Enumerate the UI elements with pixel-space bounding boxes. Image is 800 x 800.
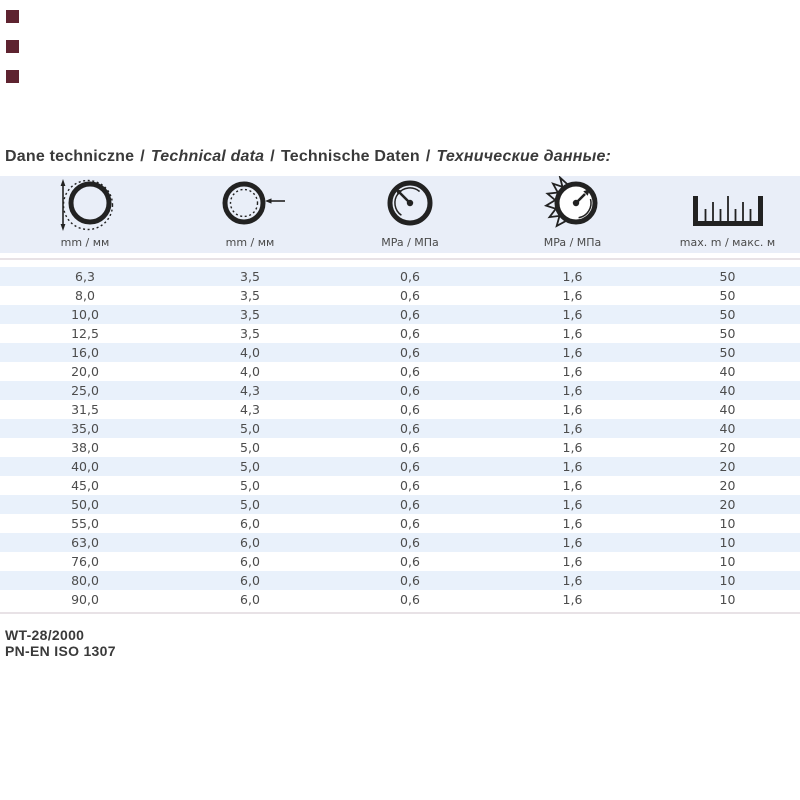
table-cell: 0,6	[400, 364, 420, 379]
table-cell: 20	[719, 440, 736, 455]
table-cell: 0,6	[400, 326, 420, 341]
table-cell: 0,6	[400, 592, 420, 607]
table-cell: 1,6	[562, 383, 583, 398]
table-cell: 50	[719, 307, 736, 322]
working-pressure-gauge-icon	[370, 176, 450, 234]
inner-diameter-icon	[45, 176, 125, 234]
table-cell: 6,0	[240, 592, 260, 607]
divider	[0, 258, 800, 260]
table-cell: 1,6	[562, 269, 583, 284]
title-separator: /	[270, 148, 275, 165]
table-cell: 4,3	[240, 402, 260, 417]
table-cell: 20	[719, 478, 736, 493]
table-cell: 0,6	[400, 383, 420, 398]
table-cell: 20	[719, 459, 736, 474]
table-cell: 6,3	[75, 269, 95, 284]
table-row	[0, 438, 800, 457]
table-cell: 0,6	[400, 269, 420, 284]
table-cell: 5,0	[240, 440, 260, 455]
table-cell: 4,3	[240, 383, 260, 398]
table-cell: 50,0	[71, 497, 99, 512]
table-cell: 0,6	[400, 421, 420, 436]
table-cell: 40	[719, 383, 736, 398]
data-table	[0, 267, 800, 609]
table-cell: 40	[719, 402, 736, 417]
table-cell: 0,6	[400, 516, 420, 531]
table-row	[0, 533, 800, 552]
table-cell: 1,6	[562, 459, 583, 474]
table-cell: 5,0	[240, 421, 260, 436]
table-row	[0, 324, 800, 343]
table-row	[0, 400, 800, 419]
header-col-inner-diameter	[0, 176, 170, 253]
table-row	[0, 267, 800, 286]
table-cell: 1,6	[562, 402, 583, 417]
list-bullet-icon	[6, 10, 19, 23]
table-cell: 20,0	[71, 364, 99, 379]
unit-label: max. m / макс. м	[679, 236, 776, 249]
table-cell: 1,6	[562, 364, 583, 379]
table-row	[0, 305, 800, 324]
table-row	[0, 476, 800, 495]
table-row	[0, 343, 800, 362]
table-row	[0, 457, 800, 476]
table-cell: 1,6	[562, 516, 583, 531]
table-row	[0, 590, 800, 609]
table-cell: 4,0	[240, 345, 260, 360]
table-cell: 10	[719, 516, 736, 531]
max-length-ruler-icon	[688, 190, 768, 234]
title-separator: /	[140, 148, 145, 165]
table-cell: 50	[719, 345, 736, 360]
table-cell: 6,0	[240, 573, 260, 588]
standards-footer	[5, 627, 116, 659]
table-cell: 6,0	[240, 516, 260, 531]
table-cell: 38,0	[71, 440, 99, 455]
table-cell: 35,0	[71, 421, 99, 436]
table-cell: 31,5	[71, 402, 99, 417]
table-row	[0, 381, 800, 400]
header-col-wall-thickness	[170, 176, 330, 253]
table-cell: 12,5	[71, 326, 99, 341]
table-cell: 50	[719, 269, 736, 284]
table-cell: 5,0	[240, 478, 260, 493]
table-row	[0, 514, 800, 533]
table-cell: 1,6	[562, 478, 583, 493]
table-cell: 25,0	[71, 383, 99, 398]
table-cell: 5,0	[240, 459, 260, 474]
unit-label: MPa / МПа	[381, 236, 439, 249]
page-title	[5, 148, 611, 166]
burst-pressure-gauge-icon	[533, 176, 613, 234]
table-cell: 0,6	[400, 345, 420, 360]
table-cell: 1,6	[562, 345, 583, 360]
table-cell: 5,0	[240, 497, 260, 512]
table-cell: 50	[719, 326, 736, 341]
table-cell: 10,0	[71, 307, 99, 322]
list-bullet-icon	[6, 70, 19, 83]
title-de: Technische Daten	[280, 148, 420, 165]
table-cell: 1,6	[562, 592, 583, 607]
table-cell: 4,0	[240, 364, 260, 379]
table-cell: 55,0	[71, 516, 99, 531]
table-cell: 0,6	[400, 307, 420, 322]
table-cell: 3,5	[240, 326, 260, 341]
table-cell: 50	[719, 288, 736, 303]
table-cell: 0,6	[400, 497, 420, 512]
header-col-working-pressure	[330, 176, 490, 253]
table-cell: 1,6	[562, 440, 583, 455]
table-cell: 3,5	[240, 288, 260, 303]
header-col-burst-pressure	[490, 176, 655, 253]
table-cell: 0,6	[400, 402, 420, 417]
title-en: Technical data	[150, 148, 265, 165]
table-cell: 0,6	[400, 573, 420, 588]
table-cell: 0,6	[400, 288, 420, 303]
table-cell: 20	[719, 497, 736, 512]
table-row	[0, 552, 800, 571]
title-ru: Технические данные:	[436, 148, 612, 165]
table-cell: 10	[719, 573, 736, 588]
table-cell: 0,6	[400, 459, 420, 474]
table-cell: 0,6	[400, 554, 420, 569]
table-row	[0, 419, 800, 438]
table-cell: 10	[719, 592, 736, 607]
wall-thickness-icon	[210, 176, 290, 234]
table-cell: 16,0	[71, 345, 99, 360]
table-cell: 6,0	[240, 554, 260, 569]
table-row	[0, 362, 800, 381]
header-col-max-length	[655, 176, 800, 253]
table-cell: 40	[719, 421, 736, 436]
table-cell: 90,0	[71, 592, 99, 607]
table-cell: 1,6	[562, 307, 583, 322]
table-cell: 76,0	[71, 554, 99, 569]
table-cell: 1,6	[562, 326, 583, 341]
table-cell: 3,5	[240, 307, 260, 322]
table-cell: 45,0	[71, 478, 99, 493]
title-separator: /	[425, 148, 431, 165]
table-row	[0, 495, 800, 514]
table-cell: 1,6	[562, 421, 583, 436]
table-cell: 80,0	[71, 573, 99, 588]
table-cell: 40	[719, 364, 736, 379]
table-cell: 63,0	[71, 535, 99, 550]
title-pl: Dane techniczne	[5, 148, 135, 165]
standard-ref-iso: PN-EN ISO 1307	[5, 643, 116, 659]
table-cell: 1,6	[562, 554, 583, 569]
table-cell: 0,6	[400, 478, 420, 493]
unit-label: mm / мм	[225, 236, 275, 249]
table-cell: 8,0	[75, 288, 95, 303]
table-cell: 1,6	[562, 288, 583, 303]
unit-label: MPa / МПа	[543, 236, 602, 249]
table-cell: 3,5	[240, 269, 260, 284]
table-cell: 10	[719, 535, 736, 550]
table-row	[0, 286, 800, 305]
standard-ref-wt: WT-28/2000	[5, 627, 85, 643]
list-bullet-icon	[6, 40, 19, 53]
divider	[0, 612, 800, 614]
table-cell: 6,0	[240, 535, 260, 550]
table-header	[0, 176, 800, 253]
table-row	[0, 571, 800, 590]
unit-label: mm / мм	[60, 236, 110, 249]
table-cell: 1,6	[562, 535, 583, 550]
table-cell: 40,0	[71, 459, 99, 474]
table-cell: 0,6	[400, 440, 420, 455]
table-cell: 1,6	[562, 573, 583, 588]
table-cell: 10	[719, 554, 736, 569]
table-cell: 1,6	[562, 497, 583, 512]
table-cell: 0,6	[400, 535, 420, 550]
